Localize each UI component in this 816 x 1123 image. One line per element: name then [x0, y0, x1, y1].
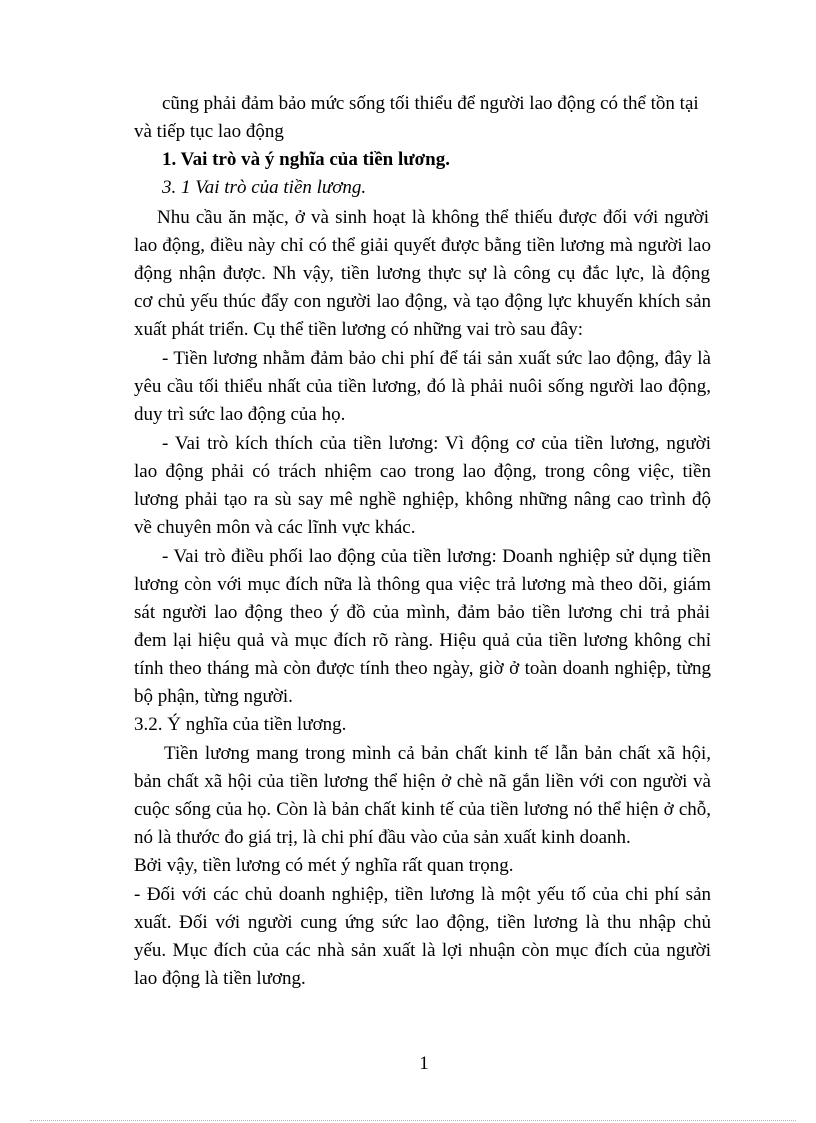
text-line: tính theo tháng mà còn được tính theo ngày, giờ ở toàn doanh nghiệp, từng — [134, 658, 711, 679]
text-line: lương còn với mục đích nữa là thông qua việc trả lương mà theo dõi, giám — [134, 574, 711, 595]
text-line: lương phải tạo ra sù say mê nghề nghiệp, không những nâng cao trình độ — [134, 489, 711, 510]
text-line: - Đối với các chủ doanh nghiệp, tiền lương là một yếu tố của chi phí sản — [134, 884, 711, 905]
text-line: xuất phát triển. Cụ thể tiền lương có những vai trò sau đây: — [134, 319, 584, 340]
text-line: - Vai trò kích thích của tiền lương: Vì động cơ của tiền lương, người — [162, 433, 711, 454]
text-line: và tiếp tục lao động — [134, 121, 284, 142]
page-number: 1 — [419, 1053, 429, 1074]
text-line: đem lại hiệu quả và mục đích rõ ràng. Hiệu quả của tiền lương không chỉ — [134, 630, 711, 651]
text-line: yếu. Mục đích của các nhà sản xuất là lợi nhuận còn mục đích của người — [134, 940, 711, 961]
text-line: lao động phải có trách nhiệm cao trong lao động, trong công việc, tiền — [134, 461, 711, 482]
text-line: - Vai trò điều phối lao động của tiền lương: Doanh nghiệp sử dụng tiền — [162, 546, 711, 567]
text-line: Tiền lương mang trong mình cả bản chất kinh tế lẫn bản chất xã hội, — [164, 743, 711, 764]
text-line: lao động, điều này chỉ có thể giải quyết được bằng tiền lương mà người lao — [134, 235, 711, 256]
text-line: bản chất xã hội của tiền lương thể hiện ở chè nã gắn liền với con người và — [134, 771, 711, 792]
text-line: cuộc sống của họ. Còn là bản chất kinh tế của tiền lương nó thể hiện ở chỗ, — [134, 799, 711, 820]
text-line: động nhận được. Nh vậy, tiền lương thực sự là công cụ đắc lực, là động — [134, 263, 710, 284]
text-line: bộ phận, từng người. — [134, 686, 293, 707]
subsection-heading: 3. 1 Vai trò của tiền lương. — [162, 177, 367, 198]
section-heading: 1. Vai trò và ý nghĩa của tiền lương. — [162, 149, 450, 170]
text-line: sát người lao động theo ý đồ của mình, đảm bảo tiền lương chi trả phải — [134, 602, 710, 623]
text-line: Nhu cầu ăn mặc, ở và sinh hoạt là không thể thiếu được đối với người — [157, 207, 709, 228]
text-line: cơ chủ yếu thúc đẩy con người lao động, và tạo động lực khuyến khích sản — [134, 291, 711, 312]
text-line: lao động là tiền lương. — [134, 968, 306, 989]
text-line: nó là thước đo giá trị, là chi phí đầu vào của sản xuất kinh doanh. — [134, 827, 631, 848]
text-line: Bởi vậy, tiền lương có mét ý nghĩa rất quan trọng. — [134, 855, 514, 876]
text-line: duy trì sức lao động của họ. — [134, 404, 346, 425]
text-line: cũng phải đảm bảo mức sống tối thiểu để người lao động có thể tồn tại — [162, 93, 699, 114]
text-line: - Tiền lương nhằm đảm bảo chi phí để tái sản xuất sức lao động, đây là — [162, 348, 711, 369]
text-line: về chuyên môn và các lĩnh vực khác. — [134, 517, 416, 538]
text-line: yêu cầu tối thiểu nhất của tiền lương, đó là phải nuôi sống người lao động, — [134, 376, 711, 397]
text-line: xuất. Đối với người cung ứng sức lao động, tiền lương là thu nhập chủ — [134, 912, 711, 933]
footer-divider — [30, 1120, 796, 1121]
subsection-heading: 3.2. Ý nghĩa của tiền lương. — [134, 714, 347, 735]
